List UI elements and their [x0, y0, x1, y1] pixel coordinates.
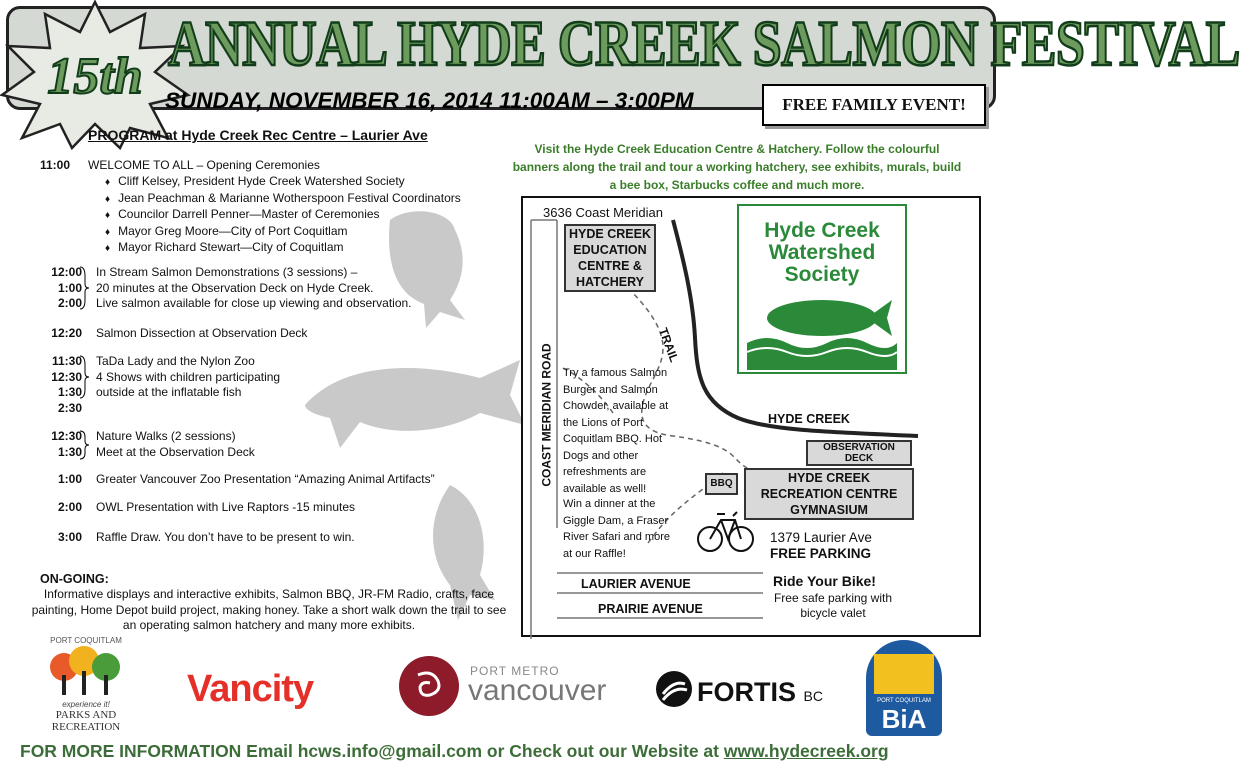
- welcome-time: 11:00: [40, 158, 71, 172]
- parking-label: FREE PARKING: [770, 546, 872, 561]
- schedule-time: 2:30: [57, 400, 82, 415]
- raffle-text: Win a dinner at the Giggle Dam, a Fraser River Safari and more at our Raffle!: [563, 498, 670, 560]
- schedule-text: [86, 401, 96, 417]
- pc-tree-icon: [36, 645, 136, 695]
- fortis-suffix: BC: [803, 688, 823, 704]
- schedule-text: Salmon Dissection at Observation Deck: [96, 326, 308, 340]
- schedule-time: 12:20: [51, 326, 82, 340]
- schedule-text: Greater Vancouver Zoo Presentation “Amazing Animal Artifacts”: [96, 472, 435, 486]
- pc-top-text: PORT COQUITLAM: [50, 636, 122, 645]
- bike-text: Free safe parking with bicycle valet: [773, 591, 893, 620]
- bia-logo: [866, 640, 942, 736]
- schedule-time: 2:00: [57, 296, 82, 310]
- fortis-text: FORTIS: [697, 677, 796, 707]
- bia-top-text: PORT COQUITLAM: [877, 698, 931, 704]
- hcws-title: Hyde Creek Watershed Society: [764, 219, 880, 286]
- schedule-time: 1:30: [57, 385, 82, 399]
- fortis-icon: [655, 670, 693, 708]
- footer-text: FOR MORE INFORMATION Email hcws.info@gmail.com or Check out our Website at: [20, 741, 724, 761]
- dissection-section: [0, 326, 500, 342]
- schedule-time: 2:00: [57, 500, 82, 514]
- pc-parks-logo: [36, 636, 136, 736]
- schedule-text: Live salmon available for close up viewing and observation.: [96, 296, 412, 310]
- schedule-text: Raffle Draw. You don’t have to be present to win.: [96, 530, 355, 544]
- bike-title: Ride Your Bike!: [773, 573, 876, 589]
- program-title: PROGRAM at Hyde Creek Rec Centre – Laurier Ave: [88, 127, 428, 143]
- visit-text: Visit the Hyde Creek Education Centre & Hatchery. Follow the colourful banners along the trail and tour a working hatchery, see exhibits, murals, build a bee box, Starbucks coffee and much more.: [512, 142, 962, 192]
- schedule-text: TaDa Lady and the Nylon Zoo: [96, 354, 255, 368]
- footer-info: [20, 741, 980, 762]
- pc-bottom-text: PARKS AND RECREATION: [51, 709, 121, 733]
- schedule-time: 11:30: [51, 354, 82, 368]
- schedule-time: 1:30: [57, 444, 82, 459]
- schedule-text: 20 minutes at the Observation Deck on Hyde Creek.: [96, 280, 374, 295]
- address-bottom: 1379 Laurier Ave: [770, 530, 872, 545]
- schedule-time: 12:30: [51, 429, 82, 443]
- hyde-creek-label: HYDE CREEK: [768, 412, 850, 426]
- badge-text: 15th: [47, 48, 143, 105]
- hcws-logo: [737, 204, 907, 374]
- speaker-item: ♦ Councilor Darrell Penner—Master of Ceremonies: [105, 207, 461, 224]
- schedule-time: 1:00: [57, 280, 82, 295]
- food-text: Try a famous Salmon Burger and Salmon Chowder, available at the Lions of Port Coquitlam BBQ. Hot Dogs and other refreshments are available as well!: [563, 367, 669, 495]
- speaker-list: [52, 174, 461, 257]
- pmv-icon: [398, 655, 460, 717]
- pmv-small-text: PORT METRO: [470, 664, 560, 678]
- rec-centre-label: HYDE CREEK RECREATION CENTRE GYMNASIUM: [744, 468, 914, 520]
- zoo-section: [0, 472, 500, 488]
- road-label: COAST MERIDIAN ROAD: [539, 343, 554, 487]
- laurier-label: LAURIER AVENUE: [581, 577, 691, 591]
- hcws-fish-icon: [747, 288, 897, 370]
- festival-title: ANNUAL HYDE CREEK SALMON FESTIVAL: [168, 8, 1240, 80]
- schedule-time: 12:30: [51, 369, 82, 384]
- event-date: SUNDAY, NOVEMBER 16, 2014 11:00AM – 3:00PM: [165, 88, 694, 113]
- trail-label: TRAIL: [656, 326, 682, 364]
- schedule-time: 3:00: [57, 530, 82, 544]
- free-event-box: FREE FAMILY EVENT!: [762, 84, 986, 126]
- schedule-text: outside at the inflatable fish: [96, 385, 242, 399]
- bbq-label: BBQ: [705, 473, 738, 495]
- tada-section: [0, 354, 500, 416]
- schedule-time: 12:00: [51, 265, 82, 279]
- schedule-text: In Stream Salmon Demonstrations (3 sessions) –: [96, 265, 358, 279]
- bia-buildings-icon: [874, 654, 934, 694]
- schedule-text: OWL Presentation with Live Raptors -15 minutes: [96, 500, 356, 514]
- ongoing-text: Informative displays and interactive exhibits, Salmon BBQ, JR-FM Radio, crafts, face painting, Home Depot build project, making honey. Take a short walk down the trail to see an operating salmon hatchery and many more exhibits.: [31, 587, 507, 632]
- fortis-logo: [697, 677, 823, 708]
- nature-section: [0, 429, 500, 460]
- schedule-text: Nature Walks (2 sessions): [96, 429, 236, 443]
- welcome-text: WELCOME TO ALL – Opening Ceremonies: [88, 158, 320, 172]
- pc-tag-text: experience it!: [62, 700, 110, 709]
- brace-icon: [79, 430, 91, 460]
- address-top: 3636 Coast Meridian: [543, 205, 663, 220]
- education-centre-label: HYDE CREEK EDUCATION CENTRE & HATCHERY: [564, 224, 656, 292]
- prairie-label: PRAIRIE AVENUE: [598, 602, 703, 616]
- ongoing-heading: ON-GOING:: [40, 572, 109, 586]
- speaker-item: ♦ Mayor Richard Stewart—City of Coquitlam: [105, 240, 461, 257]
- site-map: [521, 196, 981, 637]
- bia-text: BiA: [881, 704, 927, 734]
- speaker-item: ♦ Cliff Kelsey, President Hyde Creek Watershed Society: [105, 174, 461, 191]
- brace-icon: [79, 266, 91, 310]
- schedule-text: Meet at the Observation Deck: [96, 444, 255, 459]
- owl-section: [0, 500, 500, 516]
- vancity-logo: Vancity: [187, 668, 314, 710]
- schedule-time: 1:00: [57, 472, 82, 486]
- brace-icon: [79, 355, 91, 399]
- website-link[interactable]: www.hydecreek.org: [723, 741, 889, 761]
- speaker-item: ♦ Jean Peachman & Marianne Wotherspoon Festival Coordinators: [105, 191, 461, 208]
- speaker-item: ♦ Mayor Greg Moore—City of Port Coquitlam: [105, 224, 461, 241]
- welcome-section: [40, 158, 320, 174]
- pmv-big-text: vancouver: [468, 674, 607, 707]
- schedule-text: 4 Shows with children participating: [96, 369, 281, 384]
- observation-deck-label: OBSERVATION DECK: [806, 440, 912, 466]
- raffle-section: [0, 530, 500, 546]
- stream-section: [0, 265, 500, 312]
